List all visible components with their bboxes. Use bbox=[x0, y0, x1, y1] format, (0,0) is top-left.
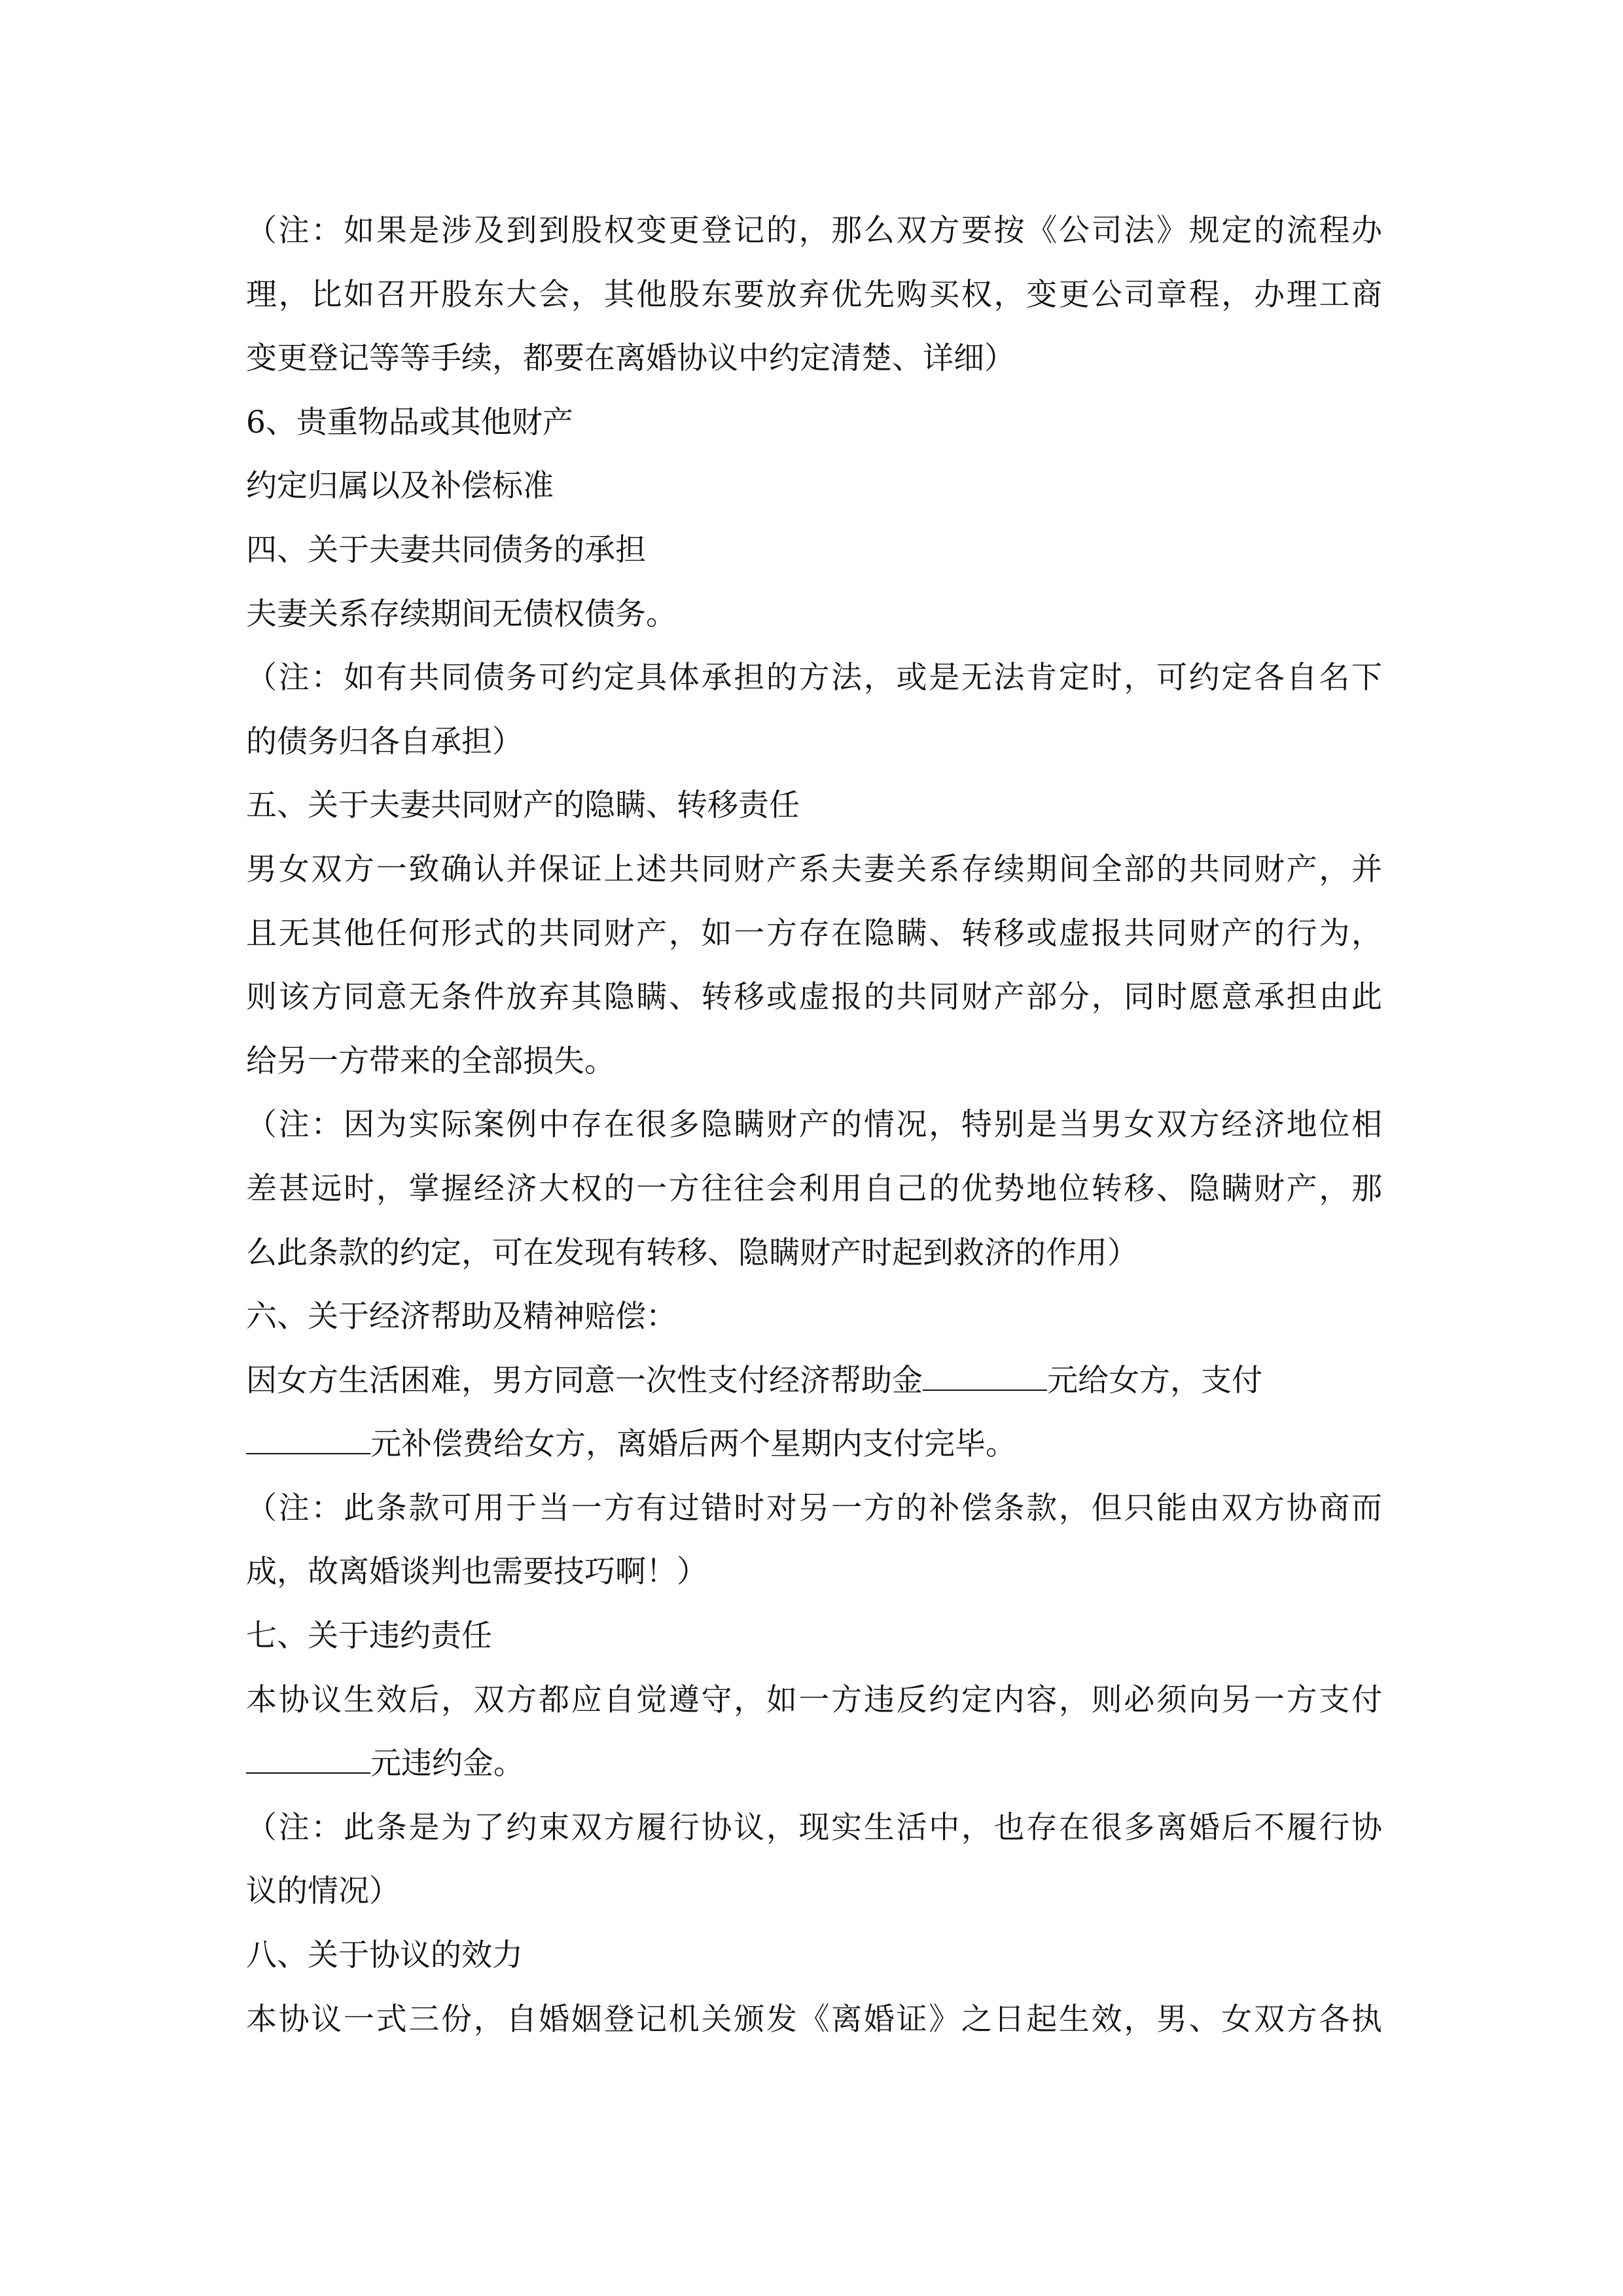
note-equity-line-1: （注：如果是涉及到到股权变更登记的，那么双方要按《公司法》规定的流程办 bbox=[246, 213, 1382, 249]
item-valuables-text: 约定归属以及补偿标准 bbox=[246, 468, 554, 505]
section-four-heading: 四、关于夫妻共同债务的承担 bbox=[246, 531, 646, 568]
penalty-text-after: 元违约金。 bbox=[370, 1746, 524, 1782]
section-five-line-3: 则该方同意无条件放弃其隐瞒、转移或虚报的共同财产部分，同时愿意承担由此 bbox=[246, 979, 1382, 1016]
note-concealment-line-3: 么此条款的约定，可在发现有转移、隐瞒财产时起到救济的作用） bbox=[246, 1234, 1138, 1271]
compensation-amount-blank[interactable] bbox=[246, 1427, 370, 1454]
note-compensation-line-2: 成，故离婚谈判也需要技巧啊！） bbox=[246, 1554, 707, 1590]
note-breach-line-2: 议的情况） bbox=[246, 1873, 400, 1910]
section-eight-heading: 八、关于协议的效力 bbox=[246, 1937, 523, 1974]
section-seven-heading: 七、关于违约责任 bbox=[246, 1618, 492, 1655]
help-text-after: 元给女方，支付 bbox=[1047, 1362, 1262, 1399]
help-amount-blank[interactable] bbox=[923, 1363, 1047, 1391]
note-equity-line-2: 理，比如召开股东大会，其他股东要放弃优先购买权，变更公司章程，办理工商 bbox=[246, 276, 1382, 313]
section-five-heading: 五、关于夫妻共同财产的隐瞒、转移责任 bbox=[246, 787, 800, 824]
section-eight-line-1: 本协议一式三份，自婚姻登记机关颁发《离婚证》之日起生效，男、女双方各执 bbox=[246, 2001, 1382, 2037]
note-concealment-line-2: 差甚远时，掌握经济大权的一方往往会利用自己的优势地位转移、隐瞒财产，那 bbox=[246, 1170, 1382, 1207]
section-five-line-4: 给另一方带来的全部损失。 bbox=[246, 1043, 615, 1079]
note-concealment-line-1: （注：因为实际案例中存在很多隐瞒财产的情况，特别是当男女双方经济地位相 bbox=[246, 1107, 1382, 1143]
item-valuables-heading: 6、贵重物品或其他财产 bbox=[246, 404, 573, 440]
note-compensation-line-1: （注：此条款可用于当一方有过错时对另一方的补偿条款，但只能由双方协商而 bbox=[246, 1490, 1382, 1526]
section-five-line-1: 男女双方一致确认并保证上述共同财产系夫妻关系存续期间全部的共同财产，并 bbox=[246, 851, 1382, 888]
section-six-heading: 六、关于经济帮助及精神赔偿： bbox=[246, 1299, 677, 1335]
document-body bbox=[246, 199, 1382, 2051]
compensation-text-after: 元补偿费给女方，离婚后两个星期内支付完毕。 bbox=[370, 1426, 1016, 1463]
section-six-help-line bbox=[246, 1349, 1382, 1413]
section-seven-line-2 bbox=[246, 1732, 1382, 1796]
section-seven-line-1: 本协议生效后，双方都应自觉遵守，如一方违反约定内容，则必须向另一方支付 bbox=[246, 1681, 1382, 1718]
help-text-before: 因女方生活困难，男方同意一次性支付经济帮助金 bbox=[246, 1362, 923, 1399]
note-debt-line-2: 的债务归各自承担） bbox=[246, 723, 523, 760]
note-debt-line-1: （注：如有共同债务可约定具体承担的方法，或是无法肯定时，可约定各自名下 bbox=[246, 660, 1382, 696]
section-five-line-2: 且无其他任何形式的共同财产，如一方存在隐瞒、转移或虚报共同财产的行为， bbox=[246, 915, 1382, 952]
note-equity-line-3: 变更登记等等手续，都要在离婚协议中约定清楚、详细） bbox=[246, 340, 1015, 377]
penalty-amount-blank[interactable] bbox=[246, 1746, 370, 1774]
section-six-compensation-line bbox=[246, 1412, 1382, 1477]
section-four-text: 夫妻关系存续期间无债权债务。 bbox=[246, 596, 677, 632]
note-breach-line-1: （注：此条是为了约束双方履行协议，现实生活中，也存在很多离婚后不履行协 bbox=[246, 1809, 1382, 1846]
